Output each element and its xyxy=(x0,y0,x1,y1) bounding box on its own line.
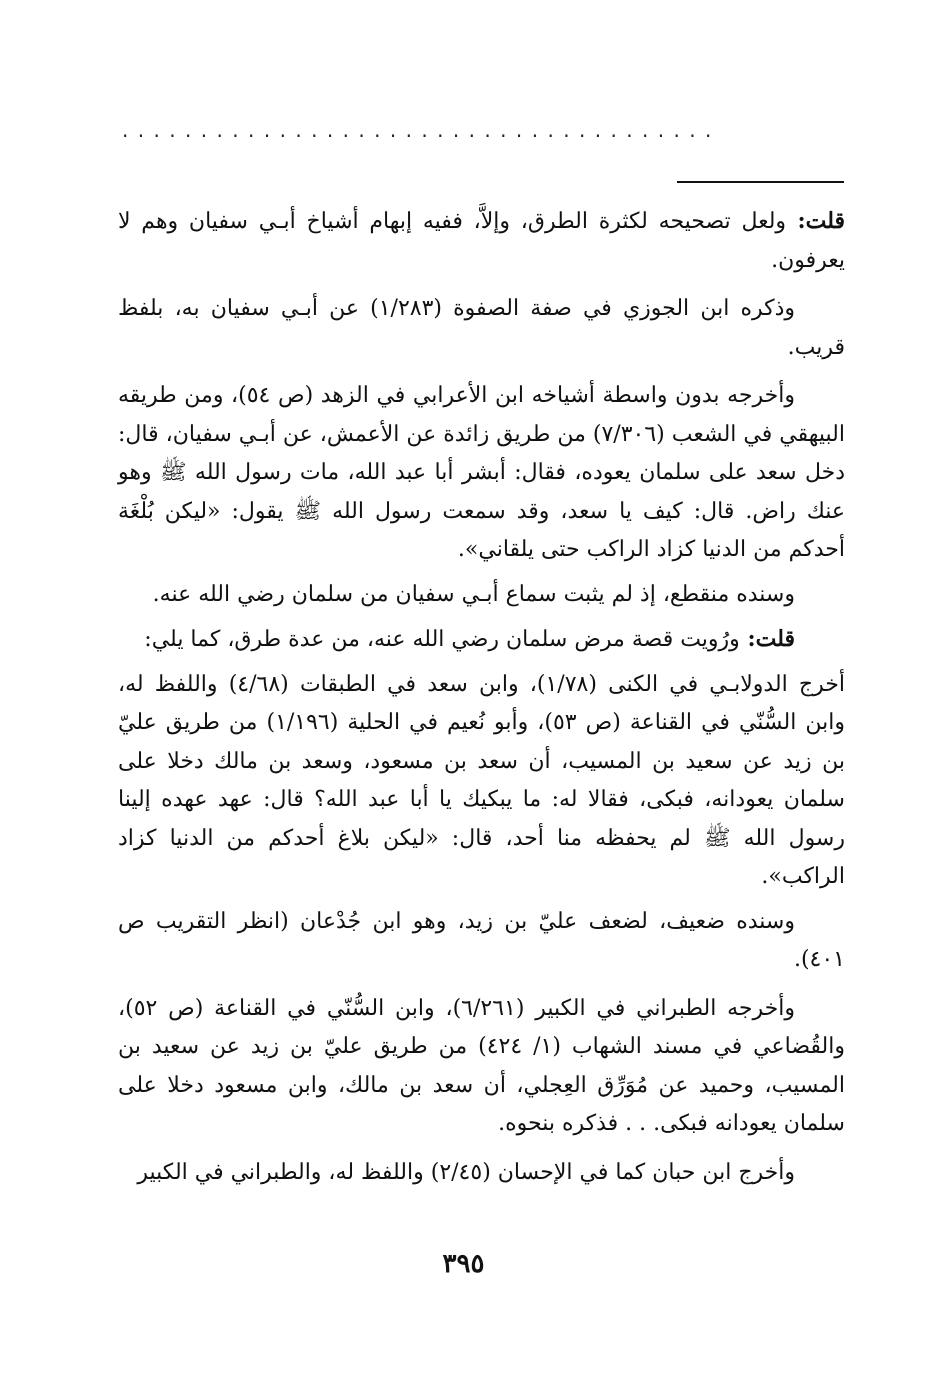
paragraph-text: أخرج الدولابـي في الكنى (١/٧٨)، وابن سعد في الطبقات (٤/٦٨) واللفظ له، وابن السُّنّي في القناعة (ص ٥٣)، وأبو نُعيم في الحلية (١/١٩٦) من طريق عليّ بن زيد عن سعيد بن المسيب، أن سعد بن مسعود، وسعد بن مالك دخلا على سلمان يعودانه، فبكى، فقالا له: ما يبكيك يا أبا عبد الله؟ قال: عهد عهده إلينا رسول الله ﷺ لم يحفظه منا أحد، قال: «ليكن بلاغ أحدكم من الدنيا كزاد الراكب». xyxy=(118,671,845,889)
paragraph-text: وأخرجه الطبراني في الكبير (٦/٢٦١)، وابن السُّنّي في القناعة (ص ٥٢)، والقُضاعي في مسند الشهاب (١/ ٤٢٤) من طريق عليّ بن زيد عن سعيد بن المسيب، وحميد عن مُوَرِّق العِجلي، أن سعد بن مالك، وابن مسعود دخلا على سلمان يعودانه فبكى. . . فذكره بنحوه. xyxy=(118,995,845,1136)
paragraph-text: ولعل تصحيحه لكثرة الطرق، وإلاَّ، ففيه إبهام أشياخ أبـي سفيان وهم لا يعرفون. xyxy=(118,209,845,273)
paragraph-text: وأخرجه بدون واسطة أشياخه ابن الأعرابي في الزهد (ص ٥٤)، ومن طريقه البيهقي في الشعب (٧/٣٠٦) من طريق زائدة عن الأعمش، عن أبـي سفيان، قال: دخل سعد على سلمان يعوده، فقال: أبشر أبا عبد الله، مات رسول الله ﷺ وهو عنك راض. قال: كيف يا سعد، وقد سمعت رسول الله ﷺ يقول: «ليكن بُلْغَة أحدكم من الدنيا كزاد الراكب حتى يلقاني». xyxy=(118,383,845,562)
footnote-text xyxy=(118,202,845,1198)
paragraph xyxy=(118,990,845,1144)
page-number: ٣٩٥ xyxy=(442,1249,485,1279)
paragraph-text: وسنده ضعيف، لضعف عليّ بن زيد، وهو ابن جُدْعان (انظر التقريب ص ٤٠١). xyxy=(118,908,845,972)
paragraph xyxy=(118,903,845,980)
paragraph xyxy=(118,377,845,570)
paragraph xyxy=(118,202,845,280)
paragraph-text: وذكره ابن الجوزي في صفة الصفوة (١/٢٨٣) عن أبـي سفيان به، بلفظ قريب. xyxy=(118,296,845,360)
paragraph xyxy=(118,1154,845,1193)
paragraph-lead: قلت: xyxy=(739,626,795,652)
paragraph xyxy=(118,290,845,367)
paragraph-text: وسنده منقطع، إذ لم يثبت سماع أبـي سفيان من سلمان رضي الله عنه. xyxy=(152,581,795,607)
paragraph-text: وأخرج ابن حبان كما في الإحسان (٢/٤٥) واللفظ له، والطبراني في الكبير xyxy=(137,1159,795,1185)
paragraph xyxy=(118,576,845,615)
paragraph-text: ورُويت قصة مرض سلمان رضي الله عنه، من عدة طرق، كما يلي: xyxy=(144,627,740,652)
paragraph xyxy=(118,620,845,660)
paragraph-lead: قلت: xyxy=(786,208,845,234)
dotted-separator: ...................................... xyxy=(122,118,721,142)
paragraph xyxy=(118,666,845,897)
footnote-rule xyxy=(677,181,844,183)
